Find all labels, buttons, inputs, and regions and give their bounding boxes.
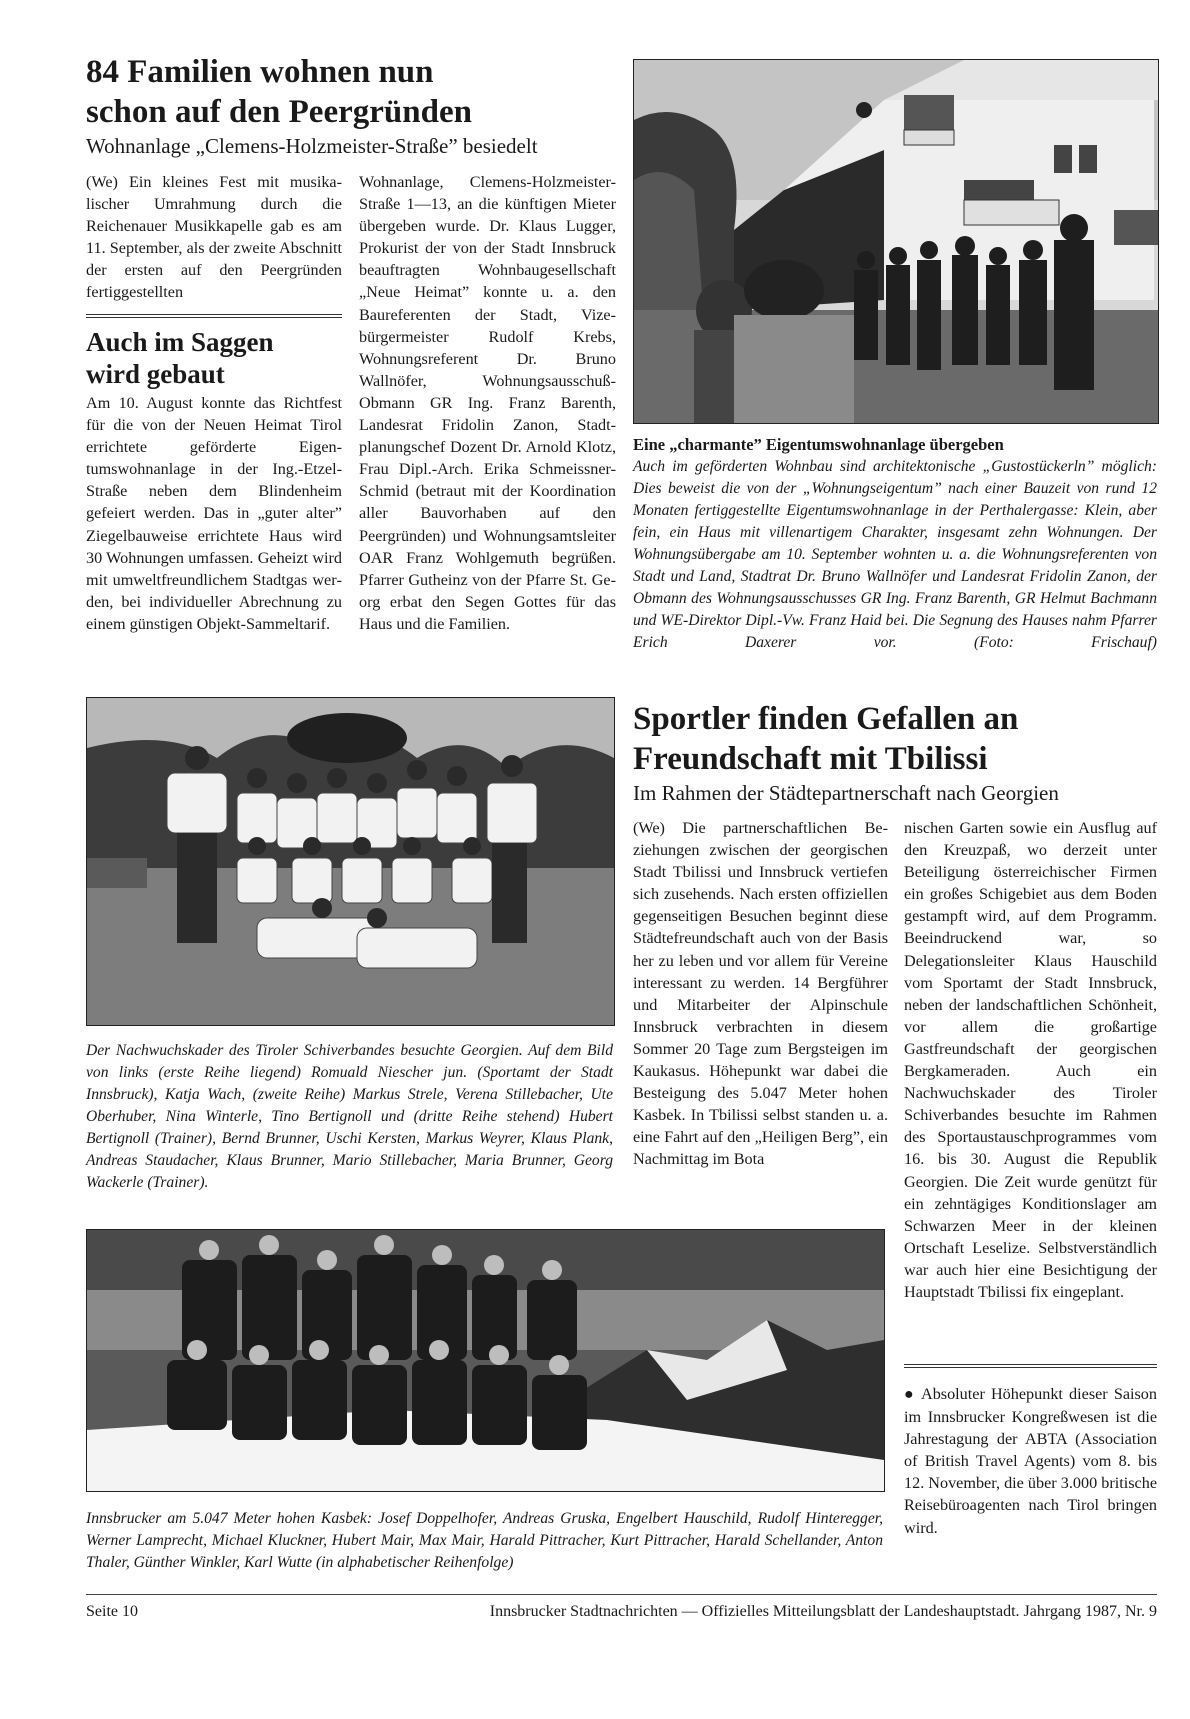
headline-peergruende-line2: schon auf den Peergründen xyxy=(86,94,472,130)
footer-rule xyxy=(86,1594,1157,1595)
headline-tbilissi-line2: Freundschaft mit Tbilissi xyxy=(633,741,988,777)
article-tbilissi-col1: (We) Die partnerschaftlichen Beziehungen zwischen der georgischen Stadt Tbilissi und Innsbruck vertiefen sich zusehends. Nach ersten offiziellen gegenseitigen Besuchen beginnt diese Städtefreundschaft auch von der Basis her zu leben und vor allem für Vereine interessant zu werden. 14 Bergführer und Mitarbeiter der Alpinschule Innsbruck verbrachten in diesem Sommer 20 Tage zum Bergsteigen im Kaukasus. Höhepunkt war dabei die Besteigung des 5.047 Meter hohen Kasbek. In Tbilissi selbst standen u. a. eine Fahrt auf den „Heiligen Berg”, ein Nachmittag im Bota xyxy=(633,819,888,1169)
divider-notice xyxy=(904,1364,1157,1368)
article-peergruende-col2: Wohnanlage, Clemens-Holzmeister-Straße 1—13, an die künftigen Mieter übergeben wurde. Dr. Klaus Lugger, Prokurist der von der Stadt Innsbruck beauftragten Wohnbaugesellschaft „Neue Heimat” konnte u. a. den Baureferenten der Stadt, Vizebürgermeister Rudolf Krebs, Wohnungsreferent Dr. Bruno Wallnöfer, Wohnungsausschuß-Obmann GR Ing. Franz Barenth, Landesrat Fridolin Zanon, Stadtplanungschef Dozent Dr. Arnold Klotz, Frau Dipl.-Arch. Erika Schmeissner-Schmid (betraut mit der Koordination aller Bauvorhaben auf den Peergründen) und Wohnungsamtsleiter OAR Franz Wohlgemuth begrüßen. Pfarrer Gutheinz von der Pfarre St. Georg erbat den Segen Gottes für das Haus und die Familien. xyxy=(359,173,616,633)
caption-building-text: Auch im geförderten Wohnbau sind architektonische „Gustostückerln” möglich: Dies beweist die von der „Wohnungseigentum” nach einer Bauzeit von rund 12 Monaten fertiggestellte Eigentumswohnanlage in der Perthalergasse: Klein, aber fein, ein Haus mit villenartigem Charakter, insgesamt zehn Wohnungen. Der Wohnungsübergabe am 10. September wohnten u. a. die Wohnungsreferenten von Stadt und Land, Stadtrat Dr. Bruno Wallnöfer und Landesrat Fridolin Zanon, der Obmann des Wohnungsausschusses GR Ing. Franz Barenth, GR Helmut Bachmann und WE-Direktor Dipl.-Vw. Franz Haid bei. Die Segnung des Hauses nahm Pfarrer Erich Daxerer vor. xyxy=(633,458,1157,651)
caption-ski-team: Der Nachwuchskader des Tiroler Schiverbandes besuchte Georgien. Auf dem Bild von links (erste Reihe liegend) Romuald Niescher jun. (Sportamt der Stadt Innsbruck), Katja Wach, (zweite Reihe) Markus Strele, Verena Stillebacher, Ute Oberhuber, Nina Winterle, Tino Bertignoll und (dritte Reihe stehend) Hubert Bertignoll (Trainer), Bernd Brunner, Uschi Kersten, Markus Weyrer, Klaus Plank, Andreas Staudacher, Klaus Brunner, Mario Stillebacher, Maria Brunner, Georg Wackerle (Trainer). xyxy=(86,1042,613,1191)
caption-building-headline: Eine „charmante” Eigentumswohnanlage übergeben xyxy=(633,435,1004,454)
ski-team-photo-image xyxy=(87,698,614,1025)
article-saggen-text: Am 10. August konnte das Richtfest für die von der Neuen Heimat Tirol errichtete geförderte Eigentumswohnanlage in der Ing.-Etzel-Straße neben dem Blindenheim gefeiert werden. Das in „guter alter” Ziegelbauweise errichtete Haus wird 30 Wohnungen umfassen. Geheizt wird mit umweltfreundlichem Stadtgas werden, bei individueller Abrechnung zu einem günstigen Objekt-Sammeltarif. xyxy=(86,394,342,633)
caption-building xyxy=(633,456,1157,654)
photo-ski-team xyxy=(86,697,615,1026)
article-peergruende-col1: (We) Ein kleines Fest mit musikalischer Umrahmung durch die Reichenauer Musikkapelle gab es am 11. September, als der zweite Abschnitt der ersten auf den Peergründen fertiggestellten xyxy=(86,173,342,302)
notice-abta-text: Absoluter Höhepunkt dieser Saison im Innsbrucker Kongreßwesen ist die Jahrestagung der ABTA (Association of British Travel Agents) vom 8. bis 12. November, die über 3.000 britische Reisebüroagenten nach Tirol bringen wird. xyxy=(904,1385,1157,1537)
headline-saggen-line2: wird gebaut xyxy=(86,359,225,389)
photo-credit: (Foto: Frischauf) xyxy=(974,634,1158,651)
page-number: Seite 10 xyxy=(86,1603,138,1620)
footer-publication: Innsbrucker Stadtnachrichten — Offizielles Mitteilungsblatt der Landeshauptstadt. Jahrgang 1987, Nr. 9 xyxy=(489,1603,1157,1620)
headline-saggen-line1: Auch im Saggen xyxy=(86,327,274,357)
photo-kasbek xyxy=(86,1229,885,1492)
notice-abta xyxy=(904,1383,1157,1539)
caption-kasbek: Innsbrucker am 5.047 Meter hohen Kasbek: Josef Doppelhofer, Andreas Gruska, Engelbert Hauschild, Rudolf Hinteregger, Werner Lamprecht, Michael Kluckner, Hubert Mair, Max Mair, Harald Pittracher, Kurt Pittracher, Harald Schellander, Anton Thaler, Günther Winkler, Karl Wutte (in alphabetischer Reihenfolge) xyxy=(86,1510,883,1571)
subhead-peergruende: Wohnanlage „Clemens-Holzmeister-Straße” besiedelt xyxy=(86,134,538,158)
article-tbilissi-col2: nischen Garten sowie ein Ausflug auf den Kreuzpaß, wo derzeit unter Beteiligung österreichischer Firmen ein großes Schigebiet aus dem Boden gestampft wird, auf dem Programm. Beeindruckend war, so Delegationsleiter Klaus Hauschild vom Sportamt der Stadt Innsbruck, neben der landschaftlichen Schönheit, vor allem die großartige Gastfreundschaft der georgischen Bergkameraden. Auch ein Nachwuchskader des Tiroler Schiverbandes besuchte im Rahmen des Sportaustauschprogrammes vom 16. bis 30. August die Republik Georgien. Die Zeit wurde genützt für ein zehntägiges Konditionslager am Schwarzen Meer in der kleinen Ortschaft Leselize. Selbstverständlich war auch hier eine Besichtigung der Hauptstadt Tbilissi fix eingeplant. xyxy=(904,819,1157,1301)
divider-saggen xyxy=(86,314,342,318)
headline-peergruende-line1: 84 Familien wohnen nun xyxy=(86,54,434,90)
photo-building xyxy=(633,59,1159,424)
kasbek-photo-image xyxy=(87,1230,884,1491)
building-photo-image xyxy=(634,60,1158,423)
article-saggen xyxy=(86,326,342,635)
article-peergruende xyxy=(86,52,616,159)
headline-tbilissi-line1: Sportler finden Gefallen an xyxy=(633,701,1019,737)
subhead-tbilissi: Im Rahmen der Städtepartnerschaft nach Georgien xyxy=(633,781,1059,805)
bullet-icon: ● xyxy=(904,1386,916,1403)
article-tbilissi xyxy=(633,699,1157,806)
